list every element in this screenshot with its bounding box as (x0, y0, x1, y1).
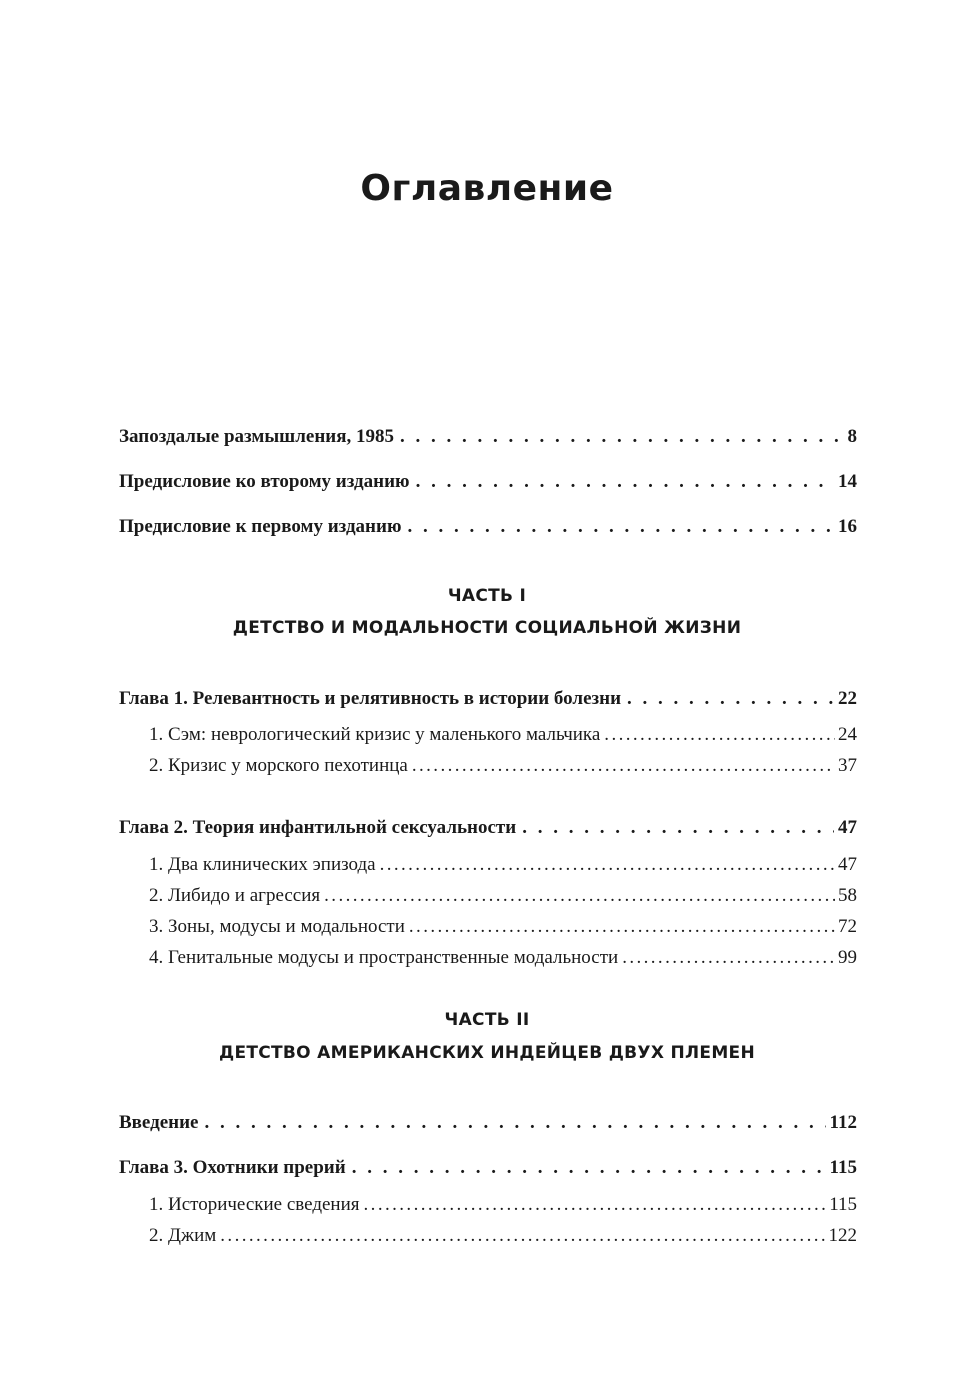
toc-entry-page: 16 (838, 516, 857, 537)
toc-entry-page: 22 (838, 688, 857, 709)
toc-entry-section[interactable] (149, 1223, 857, 1249)
toc-entry-label: Предисловие ко второму изданию (119, 471, 410, 492)
toc-entry-label: Глава 2. Теория инфантильной сексуальности (119, 817, 517, 838)
toc-entry-section[interactable] (149, 852, 857, 878)
toc-entry-page: 58 (838, 885, 857, 906)
dot-leader (622, 945, 835, 971)
dot-leader (416, 469, 834, 495)
toc-entry-section[interactable] (149, 914, 857, 940)
dot-leader (627, 686, 834, 712)
toc-entry-section[interactable] (149, 722, 857, 748)
toc-entry-label: 1. Исторические сведения (149, 1194, 360, 1215)
toc-entry-introduction[interactable] (119, 1110, 857, 1136)
toc-entry-page: 8 (847, 426, 857, 447)
part-number: ЧАСТЬ I (447, 586, 527, 606)
toc-entry-label: Глава 1. Релевантность и релятивность в истории болезни (119, 688, 622, 709)
toc-entry-page: 72 (838, 916, 857, 937)
dot-leader (409, 914, 835, 940)
toc-entry-page: 37 (838, 755, 857, 776)
dot-leader (604, 722, 835, 748)
toc-entry-label: Глава 3. Охотники прерий (119, 1157, 346, 1178)
dot-leader (400, 424, 844, 450)
toc-entry-section[interactable] (149, 945, 857, 971)
toc-entry-page: 47 (838, 817, 857, 838)
toc-entry-page: 122 (828, 1225, 857, 1246)
toc-entry-label: 1. Сэм: неврологический кризис у маленького мальчика (149, 724, 601, 745)
toc-entry-page: 112 (829, 1112, 857, 1133)
toc-entry-section[interactable] (149, 883, 857, 909)
toc-entry-label: 2. Джим (149, 1225, 217, 1246)
toc-entry-label: 3. Зоны, модусы и модальности (149, 916, 405, 937)
toc-entry-section[interactable] (149, 753, 857, 779)
toc-entry-label: Предисловие к первому изданию (119, 516, 402, 537)
toc-entry-chapter-2[interactable] (119, 815, 857, 841)
dot-leader (205, 1110, 826, 1136)
toc-entry-preface-first[interactable] (119, 514, 857, 540)
toc-entry-page: 99 (838, 947, 857, 968)
dot-leader (364, 1192, 827, 1218)
toc-entry-page: 24 (838, 724, 857, 745)
toc-entry-section[interactable] (149, 1192, 857, 1218)
dot-leader (220, 1223, 825, 1249)
dot-leader (380, 852, 835, 878)
toc-entry-label: 2. Кризис у морского пехотинца (149, 755, 408, 776)
dot-leader (522, 815, 834, 841)
toc-entry-page: 115 (829, 1194, 857, 1215)
dot-leader (324, 883, 835, 909)
toc-entry-afterthoughts[interactable] (119, 424, 857, 450)
toc-entry-chapter-1[interactable] (119, 686, 857, 712)
part-title: ДЕТСТВО И МОДАЛЬНОСТИ СОЦИАЛЬНОЙ ЖИЗНИ (232, 618, 742, 638)
toc-entry-label: Введение (119, 1112, 199, 1133)
toc-entry-page: 47 (838, 854, 857, 875)
part-number: ЧАСТЬ II (444, 1010, 530, 1030)
part-title: ДЕТСТВО АМЕРИКАНСКИХ ИНДЕЙЦЕВ ДВУХ ПЛЕМЕН (219, 1043, 755, 1063)
toc-entry-label: 4. Генитальные модусы и пространственные модальности (149, 947, 619, 968)
toc-entry-preface-second[interactable] (119, 469, 857, 495)
toc-entry-page: 14 (838, 471, 857, 492)
toc-entry-label: Запоздалые размышления, 1985 (119, 426, 394, 447)
dot-leader (412, 753, 835, 779)
toc-entry-page: 115 (829, 1157, 857, 1178)
toc-entry-label: 2. Либидо и агрессия (149, 885, 321, 906)
page-title: Оглавление (360, 168, 614, 209)
dot-leader (407, 514, 834, 540)
dot-leader (352, 1155, 826, 1181)
toc-entry-chapter-3[interactable] (119, 1155, 857, 1181)
toc-entry-label: 1. Два клинических эпизода (149, 854, 376, 875)
